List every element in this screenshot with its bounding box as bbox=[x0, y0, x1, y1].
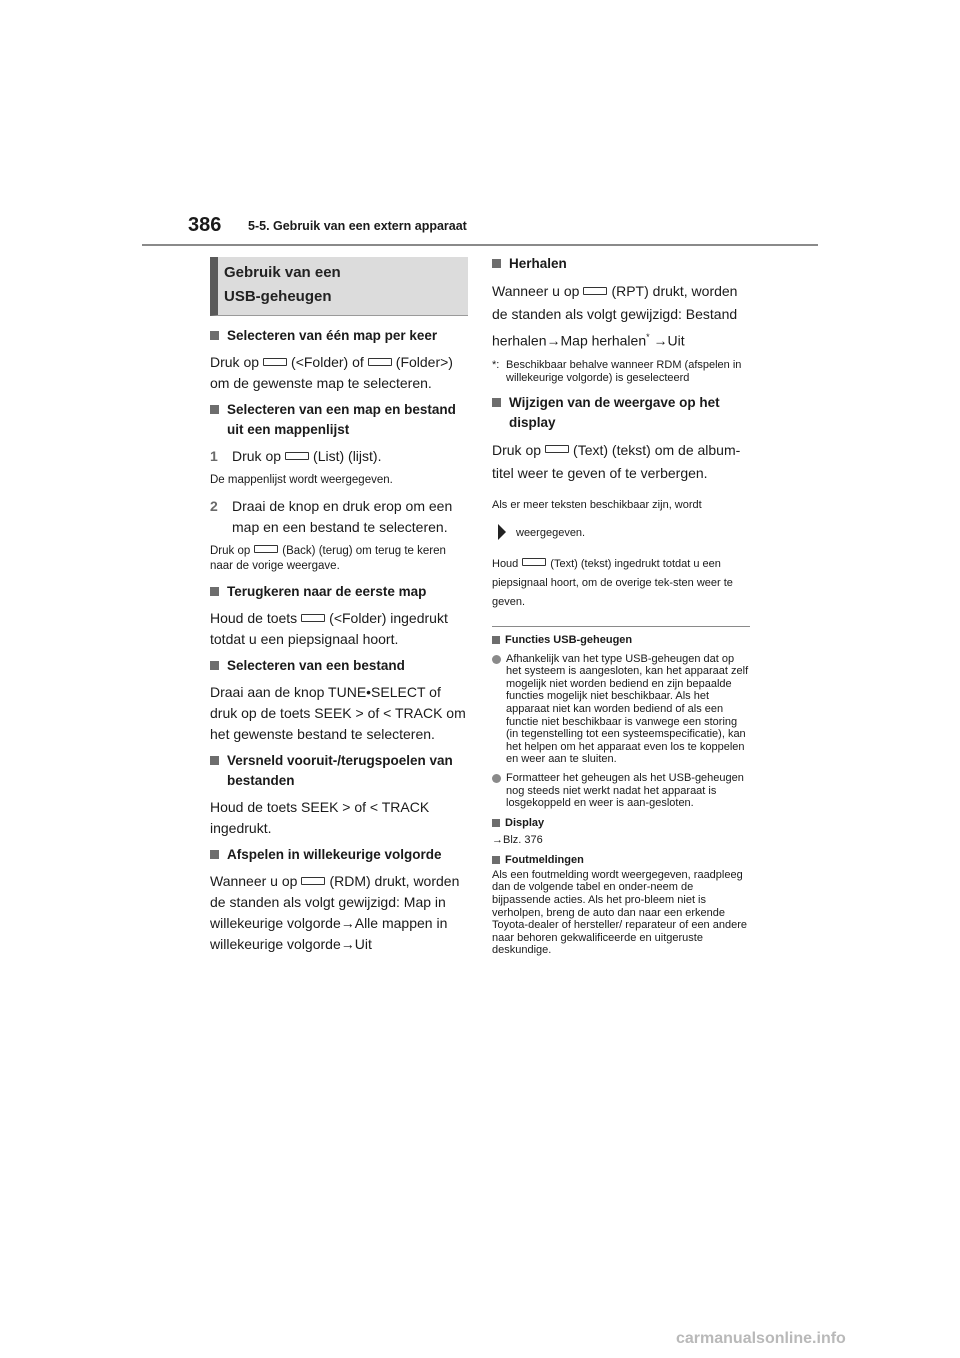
para-select-folder: Druk op (<Folder) of (Folder>) om de gewenste map te selecteren. bbox=[210, 354, 453, 391]
para-repeat: Wanneer u op (RPT) drukt, worden de standen als volgt gewijzigd: Bestand herhalen→Map herhalen* →Uit bbox=[492, 283, 738, 349]
circle-bullet-icon bbox=[492, 774, 501, 783]
header-divider bbox=[142, 244, 818, 246]
circle-bullet-icon bbox=[492, 655, 501, 664]
heading-select-file: Selecteren van een bestand bbox=[210, 656, 468, 676]
arrow-right-icon bbox=[498, 524, 506, 540]
para-fast-forward: Houd de toets SEEK > of < TRACK ingedrukt. bbox=[210, 799, 430, 836]
square-bullet-icon bbox=[492, 636, 500, 644]
square-bullet-icon bbox=[210, 587, 219, 596]
para-first-folder: Houd de toets (<Folder) ingedrukt totdat u een piepsignaal hoort. bbox=[210, 610, 448, 647]
button-icon bbox=[285, 452, 309, 460]
heading-first-folder: Terugkeren naar de eerste map bbox=[210, 582, 468, 602]
section-title: 5-5. Gebruik van een extern apparaat bbox=[248, 219, 467, 233]
heading-select-folder: Selecteren van één map per keer bbox=[210, 326, 468, 346]
heading-display: Wijzigen van de weergave op het display bbox=[492, 393, 750, 433]
note-hold-text: Houd (Text) (tekst) ingedrukt totdat u een piepsignaal hoort, om de overige tek-sten weer te geven. bbox=[492, 557, 733, 608]
note-bullet-1: Afhankelijk van het type USB-geheugen dat op het systeem is aangesloten, kan het apparaat zelf mogelijk niet worden bediend en zijn bepaalde functies mogelijk niet beschikbaar. Als het apparaat niet kan worden bediend of als een functie niet beschikbaar is vanwege een storing (in tegenstelling tot een systeemspecificatie), kan het helpen om het apparaat even los te koppelen en weer aan te sluiten. bbox=[492, 653, 750, 766]
square-bullet-icon bbox=[210, 850, 219, 859]
button-icon bbox=[254, 545, 278, 553]
square-bullet-icon bbox=[492, 259, 501, 268]
square-bullet-icon bbox=[492, 819, 500, 827]
note-more-text: Als er meer teksten beschikbaar zijn, wordt weergegeven. bbox=[492, 498, 702, 539]
step-2: 2 Draai de knop en druk erop om een map en een bestand te selecteren. bbox=[210, 498, 453, 535]
button-icon bbox=[301, 877, 325, 885]
square-bullet-icon bbox=[210, 661, 219, 670]
square-bullet-icon bbox=[210, 756, 219, 765]
right-column bbox=[492, 254, 750, 957]
heading-repeat: Herhalen bbox=[492, 254, 750, 274]
para-select-file: Draai aan de knop TUNE•SELECT of druk op de toets SEEK > of < TRACK om het gewenste bestand te selecteren. bbox=[210, 684, 466, 742]
step-1: 1 Druk op (List) (lijst). bbox=[210, 448, 382, 464]
left-column bbox=[210, 257, 468, 961]
page-number: 386 bbox=[188, 214, 222, 236]
note-folder-list: De mappenlijst wordt weergegeven. bbox=[210, 474, 393, 486]
square-bullet-icon bbox=[210, 331, 219, 340]
button-icon bbox=[545, 445, 569, 453]
note-heading-display: Display bbox=[492, 816, 750, 830]
button-icon bbox=[263, 358, 287, 366]
section-heading-line-1: Gebruik van een bbox=[224, 264, 341, 281]
note-heading-usb-functions: Functies USB-geheugen bbox=[492, 633, 750, 647]
notes-divider bbox=[492, 626, 750, 627]
button-icon bbox=[583, 287, 607, 295]
button-icon bbox=[301, 614, 325, 622]
square-bullet-icon bbox=[492, 398, 501, 407]
watermark: carmanualsonline.info bbox=[676, 1330, 846, 1347]
note-back: Druk op (Back) (terug) om terug te keren naar de vorige weergave. bbox=[210, 545, 446, 572]
note-bullet-2: Formatteer het geheugen als het USB-geheugen nog steeds niet werkt nadat het apparaat is losgekoppeld en weer is aan-gesloten. bbox=[492, 772, 750, 810]
para-random: Wanneer u op (RDM) drukt, worden de standen als volgt gewijzigd: Map in willekeurige volgorde→Alle mappen in willekeurige volgorde→Uit bbox=[210, 873, 460, 952]
note-errors-text: Als een foutmelding wordt weergegeven, raadpleeg dan de volgende tabel en onder-neem de bijpassende acties. Als het pro-bleem niet is verholpen, breng de auto dan naar een erkende Toyota-dealer of hersteller/ reparateur of een andere naar behoren gekwalificeerde en uitgeruste deskundige. bbox=[492, 868, 747, 957]
note-heading-errors: Foutmeldingen bbox=[492, 853, 750, 867]
para-display: Druk op (Text) (tekst) om de album-titel weer te geven of te verbergen. bbox=[492, 441, 741, 481]
heading-random: Afspelen in willekeurige volgorde bbox=[210, 845, 468, 865]
button-icon bbox=[368, 358, 392, 366]
heading-fast-forward: Versneld vooruit-/terugspoelen van bestanden bbox=[210, 751, 468, 791]
note-display-ref: →Blz. 376 bbox=[492, 833, 543, 846]
square-bullet-icon bbox=[492, 856, 500, 864]
button-icon bbox=[522, 558, 546, 566]
footnote: *: Beschikbaar behalve wanneer RDM (afspelen in willekeurige volgorde) is geselecteerd bbox=[492, 358, 742, 384]
section-heading-box bbox=[210, 257, 468, 316]
section-heading-line-2: USB-geheugen bbox=[224, 288, 332, 305]
square-bullet-icon bbox=[210, 405, 219, 414]
heading-folder-list: Selecteren van een map en bestand uit een mappenlijst bbox=[210, 400, 468, 440]
